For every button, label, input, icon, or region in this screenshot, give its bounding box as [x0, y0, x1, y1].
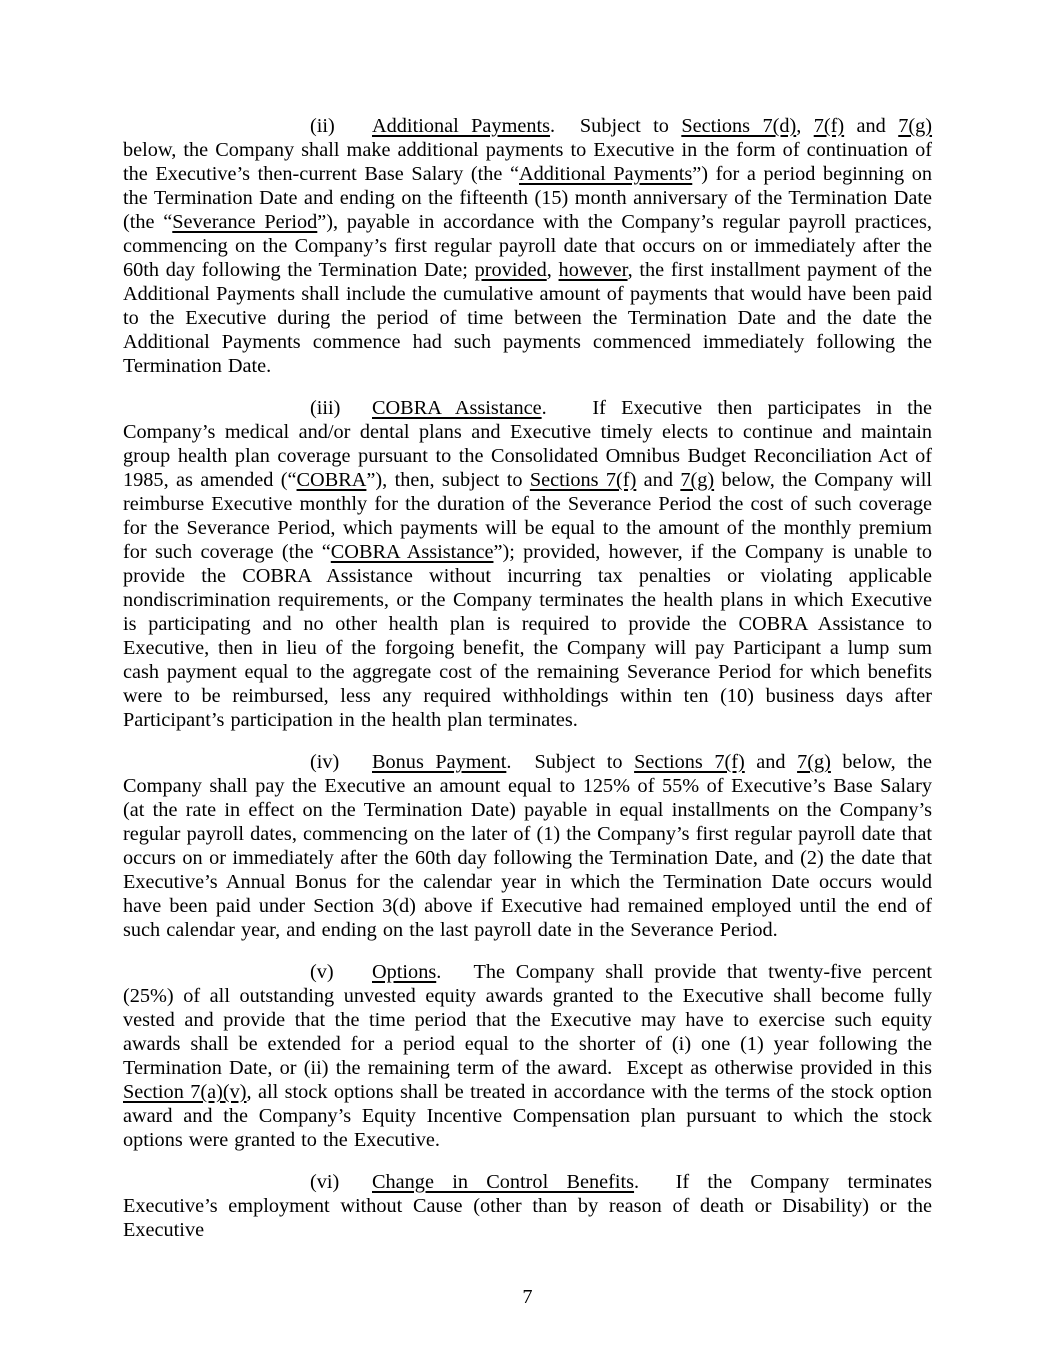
list-marker: (iv) [310, 751, 340, 773]
text-run: below, the Company shall make additional payments to Executive in the form of continuation of the Executive’s then-current Base Salary (the “ [123, 139, 932, 185]
text-run: . Subject to [550, 115, 682, 137]
underlined-text: Bonus Payment [372, 751, 507, 773]
text-run: and [636, 469, 681, 491]
text-run: and [844, 115, 899, 137]
underlined-text: Sections 7(f) [529, 469, 637, 491]
text-run: , the first installment payment of the Additional Payments shall include the cumulative amount of payments that would have been paid to the Executive during the period of time between the Termination Date and the date the Additional Payments commence had such payments commenced immediately following the Termination Date. [123, 259, 933, 377]
paragraph-options [123, 960, 932, 1152]
list-marker: (iii) [310, 397, 341, 419]
page-number: 7 [522, 1286, 533, 1308]
text-run: below, the Company shall pay the Executive an amount equal to 125% of 55% of Executive’s Base Salary (at the rate in effect on the Termination Date) payable in equal installments on the Company’s regular payroll dates, commencing on the later of (1) the Company’s first regular payroll date that occurs on or immediately after the 60th day following the Termination Date, and (2) the date that Executive’s Annual Bonus for the calendar year in which the Termination Date occurs would have been paid under Section 3(d) above if Executive had remained employed until the end of such calendar year, and ending on the last payroll date in the Severance Period. [123, 751, 933, 941]
underlined-text: COBRA Assistance [372, 397, 542, 419]
text-run: , all stock options shall be treated in accordance with the terms of the stock option award and the Company’s Equity Incentive Compensation plan pursuant to which the stock options were granted to the Executive. [123, 1081, 933, 1151]
paragraph-change-in-control [123, 1170, 932, 1242]
text-run: . Subject to [506, 751, 635, 773]
underlined-text: Severance Period [172, 211, 318, 233]
underlined-text: 7(f) [813, 115, 845, 137]
underlined-text: 7(g) [680, 469, 715, 491]
paragraph-additional-payments [123, 114, 932, 378]
text-run: . The Company shall provide that twenty-five percent (25%) of all outstanding unvested equity awards granted to the Executive shall become fully vested and provide that the time period that the Executive may have to exercise such equity awards shall be extended for a period equal to the shorter of (i) one (1) year following the Termination Date, or (ii) the remaining term of the award. Except as otherwise provided in this [123, 961, 932, 1079]
paragraph-bonus-payment [123, 750, 932, 942]
list-marker: (v) [310, 961, 334, 983]
text-run: . If the Company terminates Executive’s employment without Cause (other than by reason of death or Disability) or the Executive [123, 1171, 933, 1241]
underlined-text: Sections 7(d) [681, 115, 797, 137]
text-run: ”) for a period beginning on the Termination Date and ending on the fifteenth (15) month anniversary of the Termination Date (the “ [123, 163, 933, 233]
underlined-text: 7(g) [797, 751, 831, 773]
text-run: ”); provided, however, if the Company is unable to provide the COBRA Assistance without incurring tax penalties or violating applicable nondiscrimination requirements, or the Company terminates the health plans in which Executive is participating and no other health plan is required to provide the COBRA Assistance to Executive, then in lieu of the forgoing benefit, the Company will pay Participant a lump sum cash payment equal to the aggregate cost of the remaining Severance Period for which benefits were to be reimbursed, less any required withholdings within ten (10) business days after Participant’s participation in the health plan terminates. [123, 541, 932, 731]
text-run: . If Executive then participates in the Company’s medical and/or dental plans and Executive timely elects to continue and maintain group health plan coverage pursuant to the Consolidated Omnibus Budget Reconciliation Act of 1985, as amended (“ [123, 397, 933, 491]
list-marker: (vi) [310, 1171, 340, 1193]
underlined-text: COBRA Assistance [330, 541, 494, 563]
underlined-text: provided [474, 259, 547, 281]
document-body [123, 114, 932, 1242]
text-run: , [546, 259, 559, 281]
underlined-text: Sections 7(f) [634, 751, 745, 773]
underlined-text: Additional Payments [372, 115, 551, 137]
list-marker: (ii) [310, 115, 335, 137]
text-run: ”), payable in accordance with the Company’s regular payroll practices, commencing on the Company’s first regular payroll date that occurs on or immediately after the 60th day following the Termination Date; [123, 211, 932, 281]
underlined-text: 7(g) [898, 115, 933, 137]
underlined-text: Section 7(a)(v) [123, 1081, 247, 1103]
underlined-text: COBRA [296, 469, 367, 491]
underlined-text: Change in Control Benefits [372, 1171, 635, 1193]
underlined-text: Additional Payments [519, 163, 693, 185]
underlined-text: Options [372, 961, 437, 983]
underlined-text: however [558, 259, 628, 281]
text-run: below, the Company will reimburse Executive monthly for the duration of the Severance Period the cost of such coverage for the Severance Period, which payments will be equal to the amount of the monthly premium for such coverage (the “ [123, 469, 933, 563]
text-run: ”), then, subject to [366, 469, 530, 491]
text-run: and [744, 751, 798, 773]
text-run: , [796, 115, 814, 137]
paragraph-cobra-assistance [123, 396, 932, 732]
